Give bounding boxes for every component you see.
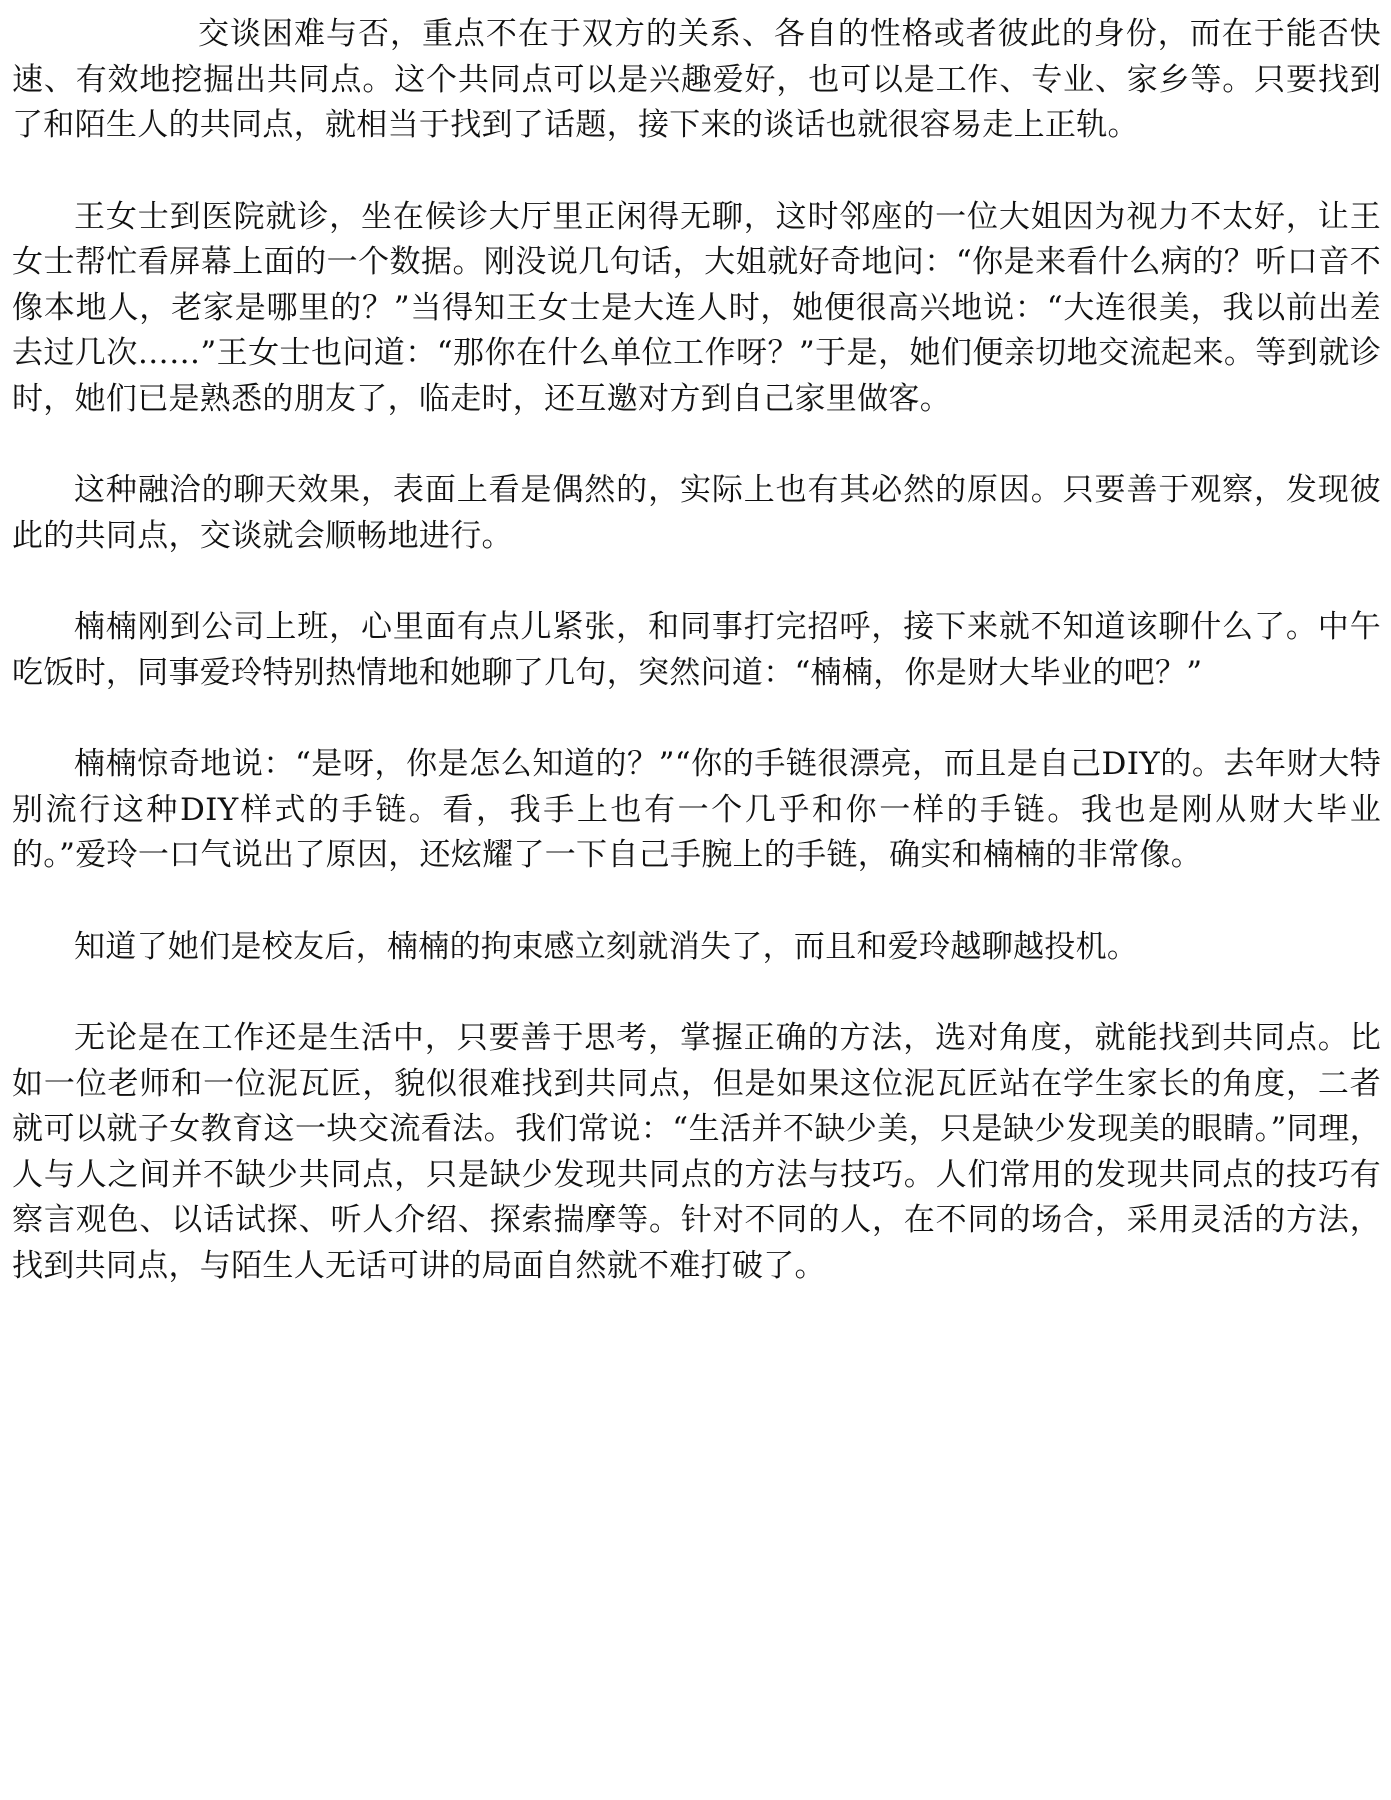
paragraph-7: 无论是在工作还是生活中，只要善于思考，掌握正确的方法，选对角度，就能找到共同点。比如一位老师和一位泥瓦匠，貌似很难找到共同点，但是如果这位泥瓦匠站在学生家长的角度，二者就可以就子女教育这一块交流看法。我们常说：“生活并不缺少美，只是缺少发现美的眼睛。”同理，人与人之间并不缺少共同点，只是缺少发现共同点的方法与技巧。人们常用的发现共同点的技巧有察言观色、以话试探、听人介绍、探索揣摩等。针对不同的人，在不同的场合，采用灵活的方法，找到共同点，与陌生人无话可讲的局面自然就不难打破了。 (12, 1020, 1381, 1284)
paragraph-1: 交谈困难与否，重点不在于双方的关系、各自的性格或者彼此的身份，而在于能否快速、有效地挖掘出共同点。这个共同点可以是兴趣爱好，也可以是工作、专业、家乡等。只要找到了和陌生人的共同点，就相当于找到了话题，接下来的谈话也就很容易走上正轨。 (12, 16, 1381, 143)
paragraph-6: 知道了她们是校友后，楠楠的拘束感立刻就消失了，而且和爱玲越聊越投机。 (74, 928, 1139, 965)
paragraph-3: 这种融洽的聊天效果，表面上看是偶然的，实际上也有其必然的原因。只要善于观察，发现彼此的共同点，交谈就会顺畅地进行。 (12, 472, 1381, 554)
paragraph-2: 王女士到医院就诊，坐在候诊大厅里正闲得无聊，这时邻座的一位大姐因为视力不太好，让王女士帮忙看屏幕上面的一个数据。刚没说几句话，大姐就好奇地问：“你是来看什么病的？听口音不像本地人，老家是哪里的？”当得知王女士是大连人时，她便很高兴地说：“大连很美，我以前出差去过几次……”王女士也问道：“那你在什么单位工作呀？”于是，她们便亲切地交流起来。等到就诊时，她们已是熟悉的朋友了，临走时，还互邀对方到自己家里做客。 (12, 198, 1381, 417)
paragraph-5: 楠楠惊奇地说：“是呀，你是怎么知道的？”“你的手链很漂亮，而且是自己DIY的。去年财大特别流行这种DIY样式的手链。看，我手上也有一个几乎和你一样的手链。我也是刚从财大毕业的。”爱玲一口气说出了原因，还炫耀了一下自己手腕上的手链，确实和楠楠的非常像。 (12, 746, 1381, 873)
paragraph-4: 楠楠刚到公司上班，心里面有点儿紧张，和同事打完招呼，接下来就不知道该聊什么了。中午吃饭时，同事爱玲特别热情地和她聊了几句，突然问道：“楠楠，你是财大毕业的吧？” (12, 609, 1381, 691)
